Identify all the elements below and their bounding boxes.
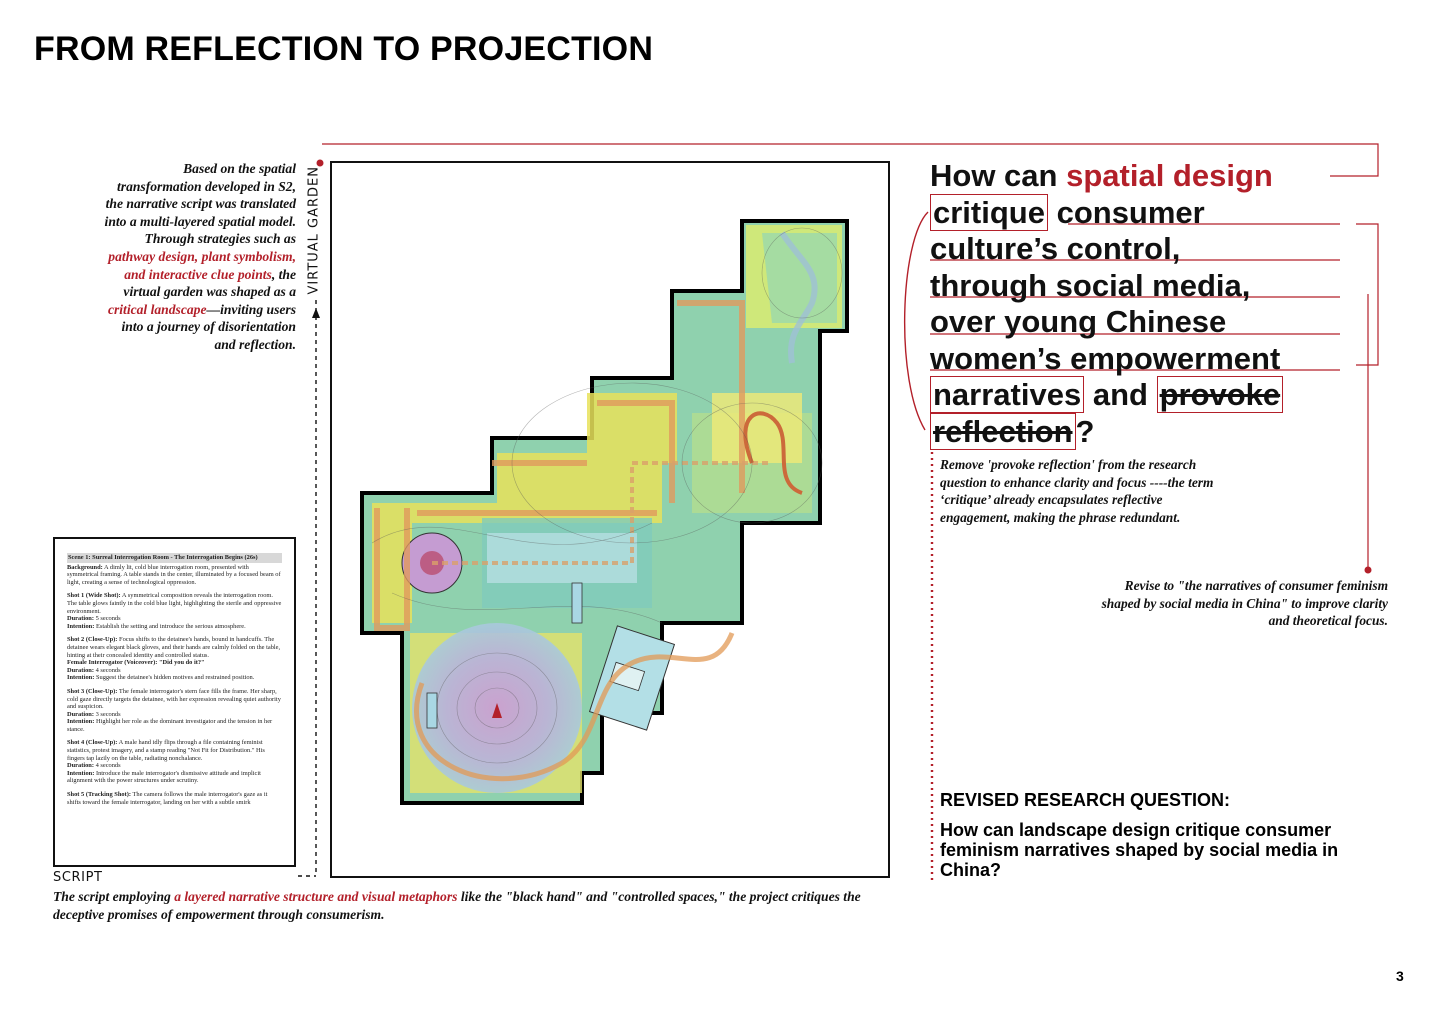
question-struck-reflection: reflection — [930, 413, 1076, 450]
intention-label: Intention: — [67, 674, 96, 682]
intro-paragraph — [100, 160, 296, 354]
script-block: Shot 2 (Close-Up): Focus shifts to the detainee's hands, bound in handcuffs. The detainee wears elegant black gloves, and their hands are calmly folded on the table, hinting at their concealed identity and controlled status. Female Interrogator (Voiceover): "Did you do it?" Duration: 4 seconds Intention: Suggest the detainee's hidden motives and restrained position. — [67, 636, 281, 682]
revised-heading: REVISED RESEARCH QUESTION: — [940, 790, 1231, 810]
intro-highlight-critical-landscape: critical landscape — [107, 301, 207, 317]
intro-highlight-strategies: pathway design, plant symbolism, and interactive clue points — [108, 248, 296, 282]
script-block: Shot 5 (Tracking Shot): The camera follows the male interrogator's gaze as it shifts toward the female interrogator, landing on her with a subtle smirk — [67, 791, 268, 806]
duration-label: Duration: — [67, 666, 96, 674]
question-line: culture’s control, — [930, 231, 1181, 266]
research-question — [930, 158, 1350, 450]
script-block-key: Background: — [67, 563, 103, 571]
question-struck-provoke: provoke — [1157, 376, 1284, 413]
question-text: consumer — [1047, 194, 1205, 230]
intention-label: Intention: — [67, 769, 96, 777]
script-label: SCRIPT — [53, 870, 103, 885]
intro-text-3: —inviting users into a journey of disorientation and reflection. — [121, 301, 296, 352]
intention-label: Intention: — [67, 718, 96, 726]
question-mark: ? — [1075, 413, 1095, 449]
question-boxed-critique: critique — [930, 194, 1048, 231]
script-block: Background: A dimly lit, cold blue interrogation room, presented with symmetrical framing. A table stands in the center, illuminated by a focused beam of light, creating a sense of technological oppression. — [67, 563, 281, 586]
script-block-key: Shot 5 (Tracking Shot): — [67, 791, 131, 799]
garden-plan-drawing — [332, 163, 888, 876]
script-block: Shot 4 (Close-Up): A male hand idly flips through a file containing feminist statistics, protest imagery, and a stamp reading "Not Fit for Distribution." His fingers tap lazily on the table, radiating nonchalance. Duration: 4 seconds Intention: Introduce the male interrogator's dismissive attitude and implicit alignment with the power structures under scrutiny. — [67, 739, 265, 785]
page-title: FROM REFLECTION TO PROJECTION — [34, 30, 654, 68]
duration-label: Duration: — [67, 615, 96, 623]
intro-text-2: , the virtual garden was shaped as a — [123, 266, 296, 300]
note-revise-phrase: Revise to "the narratives of consumer feminism shaped by social media in China" to improve clarity and theoretical focus. — [1101, 578, 1388, 629]
virtual-garden-label — [305, 162, 323, 297]
intention-label: Intention: — [67, 622, 96, 630]
revised-question: How can landscape design critique consumer feminism narratives shaped by social media in China? — [940, 820, 1339, 880]
script-panel — [53, 537, 296, 867]
page-number: 3 — [1396, 968, 1404, 984]
caption-highlight: a layered narrative structure and visual metaphors — [174, 889, 458, 904]
right-yellow — [712, 393, 802, 463]
script-blocks — [67, 564, 282, 807]
virtual-garden-label-text: VIRTUAL GARDEN — [306, 166, 322, 295]
script-block-key: Shot 2 (Close-Up): — [67, 636, 118, 644]
question-boxed-narratives: narratives — [930, 376, 1084, 413]
question-highlight-spatial-design: spatial design — [1066, 158, 1273, 193]
duration-label: Duration: — [67, 762, 96, 770]
caption-text-1: The script employing — [53, 889, 175, 904]
teal-strip — [487, 533, 637, 583]
script-block-key: Shot 4 (Close-Up): — [67, 739, 118, 747]
scene-heading: Scene 1: Surreal Interrogation Room - The Interrogation Begins (26s) — [67, 553, 282, 563]
question-text: How can — [930, 158, 1067, 193]
intro-text-1: Based on the spatial transformation developed in S2, the narrative script was translated into a multi-layered spatial model. Through strategies such as — [104, 161, 296, 247]
question-text: and — [1084, 377, 1157, 412]
script-block-key: Shot 3 (Close-Up): — [67, 687, 118, 695]
script-block-key: Shot 1 (Wide Shot): — [67, 592, 121, 600]
script-block: Shot 3 (Close-Up): The female interrogator's stern face fills the frame. Her sharp, cold gaze directly targets the detainee, with her expression revealing quiet authority and suspicion. Duration: 3 seconds Intention: Highlight her role as the dominant investigator and the tension in her stance. — [67, 687, 281, 733]
question-line: through social media, — [930, 267, 1251, 303]
question-line: over young Chinese — [930, 304, 1227, 339]
note-remove-phrase: Remove 'provoke reflection' from the research question to enhance clarity and focus ----the term ‘critique’ already encapsulates reflective engagement, making the phrase redundant. — [940, 457, 1214, 525]
garden-plan-frame — [330, 161, 890, 878]
script-caption — [53, 888, 873, 924]
caption-text-2: like the "black hand" and "controlled spaces," the project critiques the deceptive promises of empowerment through consumerism. — [53, 889, 861, 922]
script-block: Shot 1 (Wide Shot): A symmetrical composition reveals the interrogation room. The table glows faintly in the cold blue light, highlighting the sterile and oppressive environment. Duration: 5 seconds Intention: Establish the setting and introduce the serious atmosphere. — [67, 592, 282, 630]
question-line: women’s empowerment — [930, 340, 1281, 376]
duration-label: Duration: — [67, 710, 96, 718]
script-voiceover: Female Interrogator (Voiceover): "Did you do it?" — [67, 659, 205, 667]
